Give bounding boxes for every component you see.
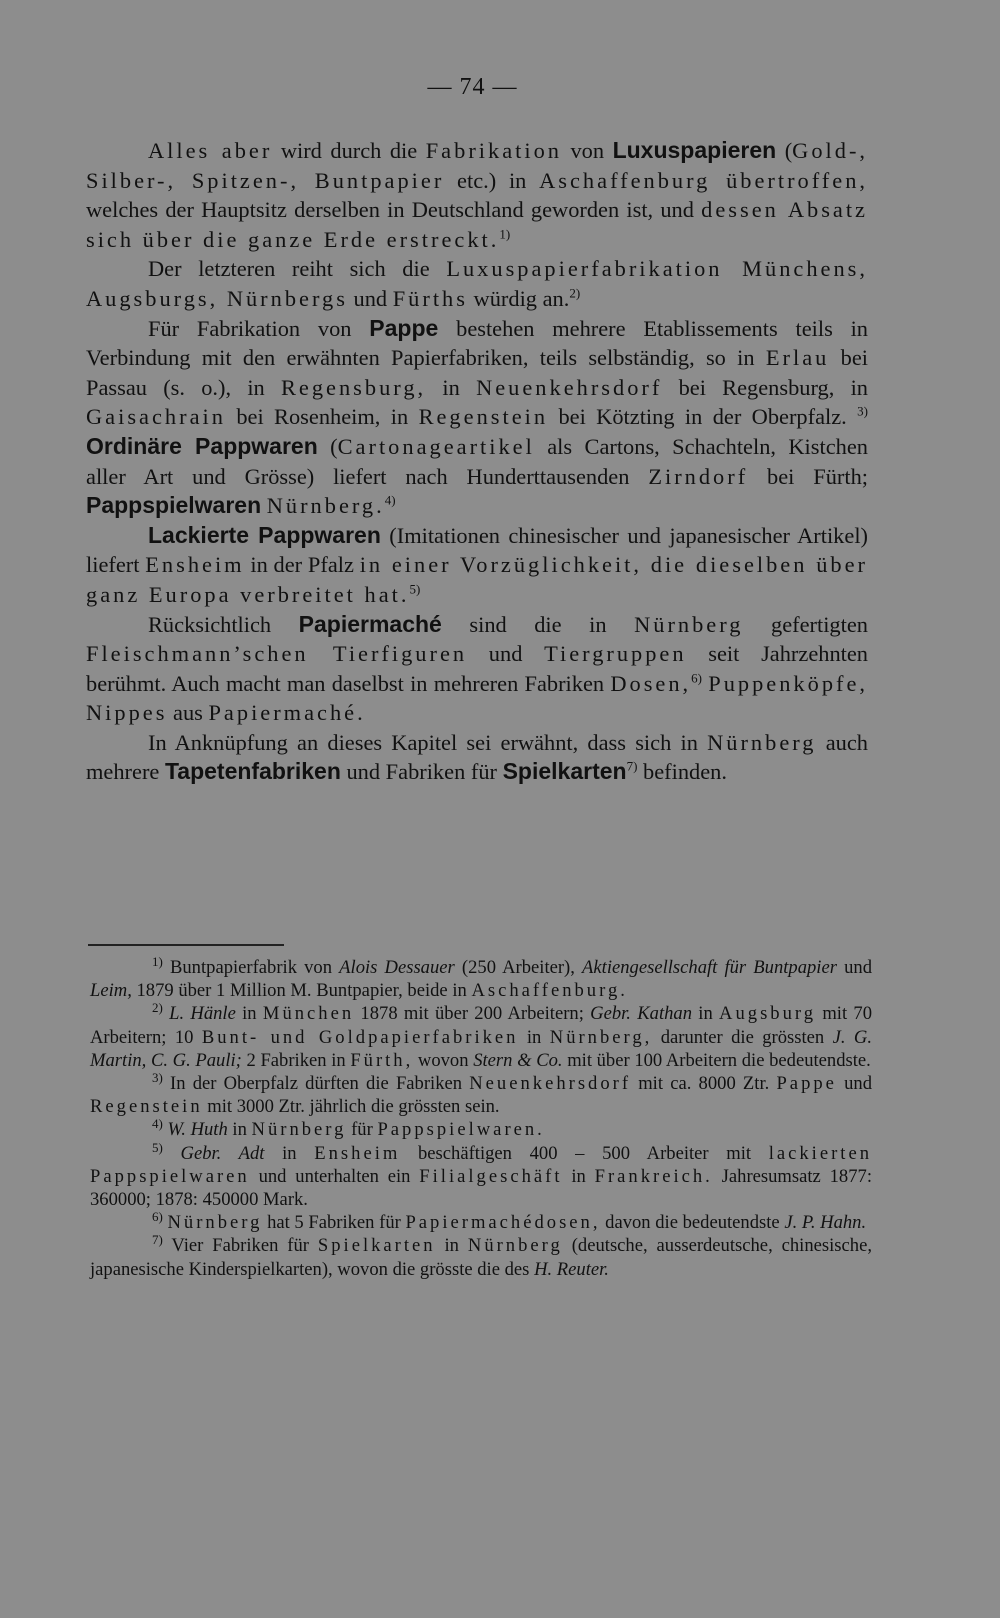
text-run: für — [346, 1119, 378, 1141]
text-run: Neuenkehrsdorf — [469, 1073, 632, 1095]
text-run: in — [227, 1119, 252, 1141]
text-run: und — [347, 285, 393, 311]
text-run: Dosen, — [610, 670, 692, 696]
text-run: davon die bedeutendste — [600, 1212, 785, 1234]
text-run: bei Passau (s. o.), in — [86, 345, 868, 400]
text-run: als Cartons, Schachteln, Kistchen aller Art und Grösse) liefert nach Hunderttausenden — [86, 433, 868, 489]
text-run: H. Reuter. — [534, 1258, 609, 1280]
text-run: Alles aber — [148, 138, 273, 163]
text-run: Gaisachrain — [86, 404, 226, 430]
text-run: Pappspielwaren. — [377, 1119, 545, 1141]
bold-term: Pappe — [369, 314, 439, 341]
text-run: Erlau — [765, 345, 830, 371]
text-run: Nürnberg — [167, 1212, 263, 1234]
text-run: In der Oberpfalz dürften die Fabriken — [162, 1073, 470, 1095]
text-run: Nürnberg — [251, 1119, 347, 1141]
text-run: Gebr. Adt — [180, 1142, 265, 1164]
text-run: Ensheim — [145, 552, 245, 578]
footnote-marker: 2) — [152, 1000, 163, 1016]
text-run: in — [562, 1165, 595, 1187]
footnote — [90, 953, 872, 1002]
text-run: und Fabriken für — [340, 759, 503, 785]
footnote-marker: 3) — [152, 1069, 163, 1085]
text-run: L. Hänle — [169, 1003, 236, 1025]
footnote — [90, 1234, 872, 1280]
page-number: — 74 — — [427, 74, 518, 100]
footnote-marker: 5) — [409, 581, 421, 597]
text-run: Papiermaché. — [208, 700, 366, 726]
bold-term: Papiermaché — [298, 610, 442, 637]
footnotes — [90, 953, 873, 1281]
text-run: Regenstein — [418, 404, 549, 430]
text-run: und — [836, 1073, 873, 1095]
text-run: Regensburg, — [280, 374, 427, 400]
paragraph — [86, 610, 868, 728]
text-run: von — [561, 138, 613, 163]
bold-term: Ordinäre Pappwaren — [86, 432, 318, 459]
text-run: aus — [167, 700, 209, 726]
text-run: Luxuspapierfabrikation Münchens, Augsburgs, Nürnbergs — [86, 256, 868, 311]
text-run: Bunt- und Goldpapierfabriken — [201, 1026, 519, 1048]
text-run: Filialgeschäft — [419, 1165, 563, 1187]
text-run: Spielkarten — [317, 1235, 436, 1257]
text-run: Alois Dessauer — [339, 957, 455, 978]
footnote-marker: 7) — [626, 759, 638, 774]
footnote — [90, 1118, 872, 1141]
text-run: in — [235, 1003, 263, 1025]
text-run: würdig an. — [467, 285, 570, 311]
text-run: hat 5 Fabriken für — [262, 1212, 406, 1234]
footnote-marker: 6) — [691, 670, 702, 686]
text-run: auch mehrere — [86, 729, 868, 785]
text-run: Aktiengesellschaft für Buntpapier — [582, 957, 837, 978]
bold-term: Lackierte Pappwaren — [148, 521, 381, 548]
text-run — [163, 1143, 181, 1164]
text-run: Der letzteren reiht sich die — [148, 256, 447, 282]
text-run: Nürnberg — [467, 1235, 563, 1257]
footnote-marker: 7) — [152, 1232, 163, 1248]
text-run: Tiergruppen — [544, 641, 687, 667]
text-run: darunter die grössten — [652, 1026, 833, 1048]
text-run: Nürnberg. — [266, 493, 385, 519]
bold-term: Tapetenfabriken — [164, 758, 341, 785]
text-run: beschäftigen 400 – 500 Arbeiter mit — [400, 1142, 769, 1164]
bold-term: Luxuspapieren — [612, 137, 777, 163]
text-run: Fürths — [392, 285, 468, 311]
text-run: in — [692, 1003, 720, 1025]
text-run: bei Fürth; — [748, 463, 869, 489]
footnote-marker: 4) — [384, 492, 396, 508]
text-run: Stern & Co. — [473, 1049, 563, 1071]
bold-term: Spielkarten — [502, 758, 627, 785]
footnote-marker: 2) — [569, 285, 581, 301]
paragraph — [86, 136, 868, 254]
text-run: Regenstein — [90, 1096, 203, 1118]
text-run: Aschaffenburg übertroffen, — [539, 167, 868, 193]
text-run: in einer Vorzüglichkeit, die dieselben über ganz Europa verbreitet hat. — [86, 552, 868, 607]
text-run: München — [262, 1003, 355, 1025]
text-run: ( — [776, 138, 793, 163]
footnote — [90, 1002, 872, 1072]
footnote-marker: 5) — [152, 1139, 163, 1155]
text-run: In Anknüpfung an dieses Kapitel sei erwähnt, dass sich in — [148, 729, 708, 755]
text-run: mit 3000 Ztr. jährlich die grössten sein. — [202, 1096, 500, 1118]
text-run: Fabrikation — [425, 138, 562, 163]
text-run: Gebr. Kathan — [590, 1003, 692, 1025]
main-text — [86, 136, 868, 787]
text-run: J. G. Martin, C. G. Pauli; — [90, 1026, 872, 1071]
text-run: ( — [317, 433, 338, 459]
text-run: Nürnberg — [707, 729, 817, 755]
paragraph — [86, 254, 868, 313]
text-run: Fürth, — [350, 1049, 414, 1071]
text-run: etc.) in — [444, 167, 540, 193]
text-run: Fleischmann’schen Tierfiguren — [86, 641, 468, 667]
text-run: (250 Arbeiter), — [454, 957, 583, 978]
text-run: seit Jahrzehnten berühmt. Auch macht man daselbst in mehreren Fabriken — [86, 641, 869, 696]
text-run: Papiermachédosen, — [405, 1212, 601, 1234]
text-run: sind die in — [441, 611, 635, 637]
text-run: Cartonageartikel — [337, 433, 535, 459]
text-run: Nürnberg — [634, 611, 744, 637]
text-run: Ensheim — [314, 1142, 401, 1164]
text-run: gefertigten — [743, 611, 868, 637]
footnote — [90, 1069, 873, 1118]
text-run: Zirndorf — [648, 463, 749, 489]
text-run: wovon — [413, 1049, 474, 1071]
text-run: welches der Hauptsitz derselben in Deutschland geworden ist, und — [86, 197, 702, 223]
text-run: (deutsche, ausserdeutsche, chinesische, japanesische Kinderspielkarten), wovon die grösste die des — [90, 1235, 872, 1280]
text-run: Aschaffenburg. — [471, 980, 628, 1002]
text-run: 1878 mit über 200 Arbeitern; — [354, 1003, 591, 1025]
text-run: W. Huth — [167, 1119, 228, 1141]
footnote — [90, 1211, 872, 1234]
text-run: wird durch die — [272, 138, 426, 163]
text-run: Buntpapierfabrik von — [162, 957, 340, 978]
text-run: Pappe — [776, 1073, 837, 1095]
text-run: Nürnberg, — [549, 1026, 653, 1048]
paragraph — [86, 521, 868, 610]
text-run: J. P. Hahn. — [784, 1212, 867, 1234]
text-run: in — [435, 1235, 468, 1257]
text-run: Frankreich. — [594, 1165, 713, 1187]
paragraph — [86, 314, 868, 521]
footnote-marker: 3) — [857, 403, 868, 419]
text-run: in — [518, 1026, 550, 1048]
footnote-marker: 6) — [152, 1209, 163, 1225]
text-run: Leim, — [90, 980, 132, 1002]
footnote-marker: 1) — [152, 953, 163, 969]
text-run: Für Fabrikation von — [148, 315, 370, 341]
text-run: bei Rosenheim, in — [225, 404, 419, 430]
text-run: Rücksichtlich — [148, 611, 299, 637]
paragraph — [86, 728, 868, 787]
text-run: 2 Fabriken in — [241, 1049, 351, 1071]
text-run: und — [467, 641, 545, 667]
footnote-marker: 4) — [152, 1116, 163, 1132]
text-run: in der Pfalz — [244, 552, 360, 578]
text-run: Puppenköpfe, Nippes — [86, 670, 868, 726]
text-run: Vier Fabriken für — [162, 1235, 318, 1257]
text-run: Neuenkehrsdorf — [476, 374, 663, 400]
text-run: befinden. — [637, 759, 727, 785]
text-run: in — [426, 374, 477, 400]
text-run: in — [264, 1142, 315, 1164]
text-run: (Imitationen chinesischer und japanesischer Artikel) liefert — [86, 522, 868, 578]
footnote — [90, 1139, 873, 1212]
text-run: 1879 über 1 Million M. Buntpapier, beide in — [131, 980, 472, 1002]
footnote-marker: 1) — [499, 226, 511, 242]
text-run: und — [836, 957, 872, 978]
text-run: lackierten Pappspielwaren — [90, 1142, 873, 1187]
text-run: und unterhalten ein — [249, 1165, 420, 1187]
text-run: Jahresumsatz 1877: 360000; 1878: 450000 Mark. — [90, 1165, 872, 1211]
text-run: bei Kötzting in der Oberpfalz. — [548, 404, 858, 430]
text-run: Augsburg — [719, 1003, 817, 1025]
text-run: bestehen mehrere Etablissements teils in Verbindung mit den erwähnten Papierfabriken, teils selbständig, so in — [86, 315, 868, 371]
footnote-divider — [88, 944, 284, 946]
text-run: dessen Absatz sich über die ganze Erde erstreckt. — [86, 197, 868, 252]
text-run: mit 70 Arbeitern; 10 — [90, 1003, 873, 1048]
text-run: mit ca. 8000 Ztr. — [631, 1073, 777, 1095]
text-run: bei Regensburg, in — [662, 374, 868, 400]
bold-term: Pappspielwaren — [86, 492, 262, 519]
text-run: mit über 100 Arbeitern die bedeutendste. — [562, 1049, 871, 1071]
text-run: Gold-, Silber-, Spitzen-, Buntpapier — [86, 138, 868, 193]
